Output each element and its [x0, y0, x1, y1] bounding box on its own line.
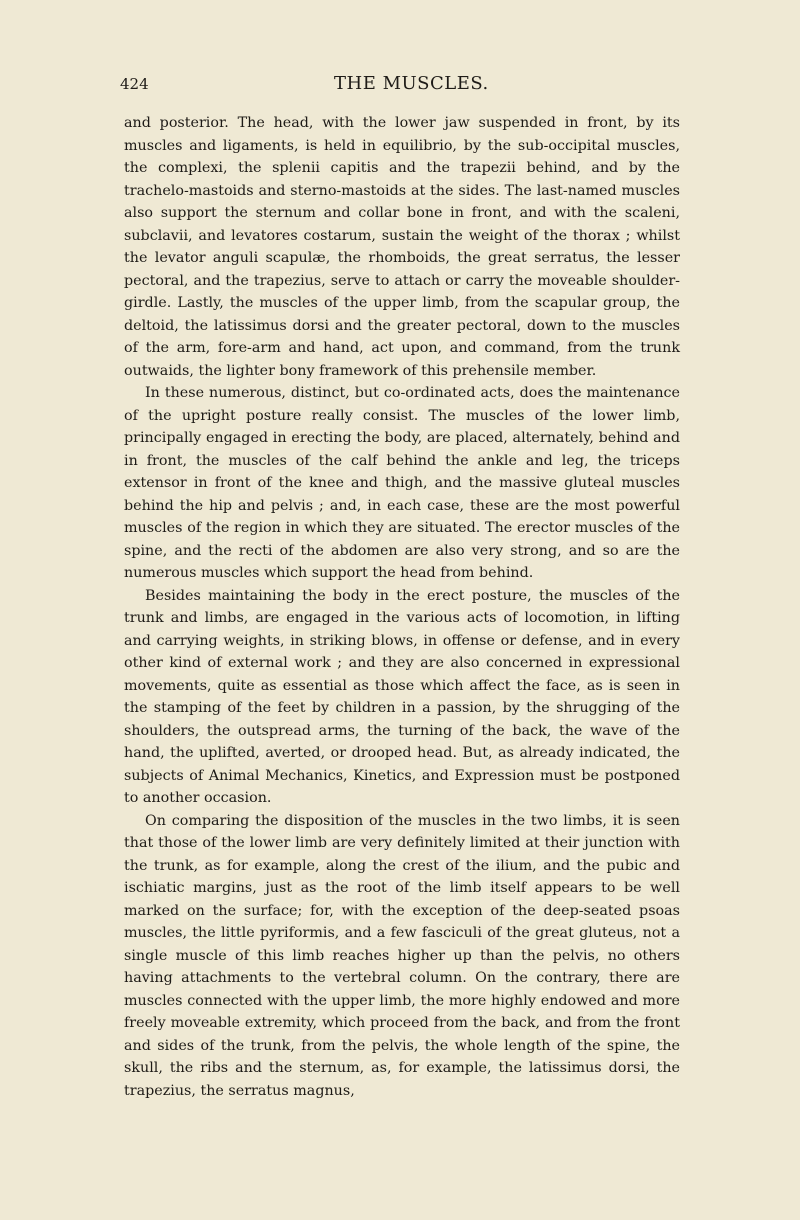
- paragraph: Besides maintaining the body in the erect posture, the muscles of the trunk and limbs, are engaged in the various acts of locomotion, in lifting and carrying weights, in striking blows, in offense or defense, and in every other kind of external work ; and they are also concerned in expressional movements, quite as essential as those which affect the face, as is seen in the stamping of the feet by children in a passion, by the shrugging of the shoulders, the outspread arms, the turning of the back, the wave of the hand, the uplifted, averted, or drooped head. But, as already indicated, the subjects of Animal Mechanics, Kinetics, and Expression must be postponed to another occasion.: [124, 587, 680, 806]
- paragraph: On comparing the disposition of the muscles in the two limbs, it is seen that those of the lower limb are very definitely limited at their junction with the trunk, as for example, along the crest of the ilium, and the pubic and ischiatic margins, just as the root of the limb itself appears to be well marked on the surface; for, with the exception of the deep-seated psoas muscles, the little pyriformis, and a few fasciculi of the great gluteus, not a single muscle of this limb reaches higher up than the pelvis, no others having attachments to the vertebral column. On the contrary, there are muscles connected with the upper limb, the more highly endowed and more freely moveable extremity, which proceed from the back, and from the front and sides of the trunk, from the pelvis, the whole length of the spine, the skull, the ribs and the sternum, as, for example, the latissimus dorsi, the trapezius, the serratus magnus,: [124, 812, 680, 1099]
- running-head: [120, 73, 680, 99]
- paragraph: In these numerous, distinct, but co-ordinated acts, does the maintenance of the upright posture really consist. The muscles of the lower limb, principally engaged in erecting the body, are placed, alternately, behind and in front, the muscles of the calf behind the ankle and leg, the triceps extensor in front of the knee and thigh, and the massive gluteal muscles behind the hip and pelvis ; and, in each case, these are the most powerful muscles of the region in which they are situated. The erector muscles of the spine, and the recti of the abdomen are also very strong, and so are the numerous muscles which support the head from behind.: [124, 385, 680, 581]
- body-text: [124, 112, 680, 1102]
- page-number: 424: [120, 75, 149, 93]
- running-title: THE MUSCLES.: [334, 73, 489, 94]
- paragraph: and posterior. The head, with the lower jaw suspended in front, by its muscles and ligaments, is held in equilibrio, by the sub-occipital muscles, the complexi, the splenii capitis and the trapezii behind, and by the trachelo-mastoids and sterno-mastoids at the sides. The last-named muscles also support the sternum and collar bone in front, and with the scaleni, subclavii, and levatores costarum, sustain the weight of the thorax ; whilst the levator anguli scapulæ, the rhomboids, the great serratus, the lesser pectoral, and the trapezius, serve to attach or carry the moveable shoulder-girdle. Lastly, the muscles of the upper limb, from the scapular group, the deltoid, the latissimus dorsi and the greater pectoral, down to the muscles of the arm, fore-arm and hand, act upon, and command, from the trunk outwaids, the lighter bony framework of this prehensile member.: [124, 115, 680, 379]
